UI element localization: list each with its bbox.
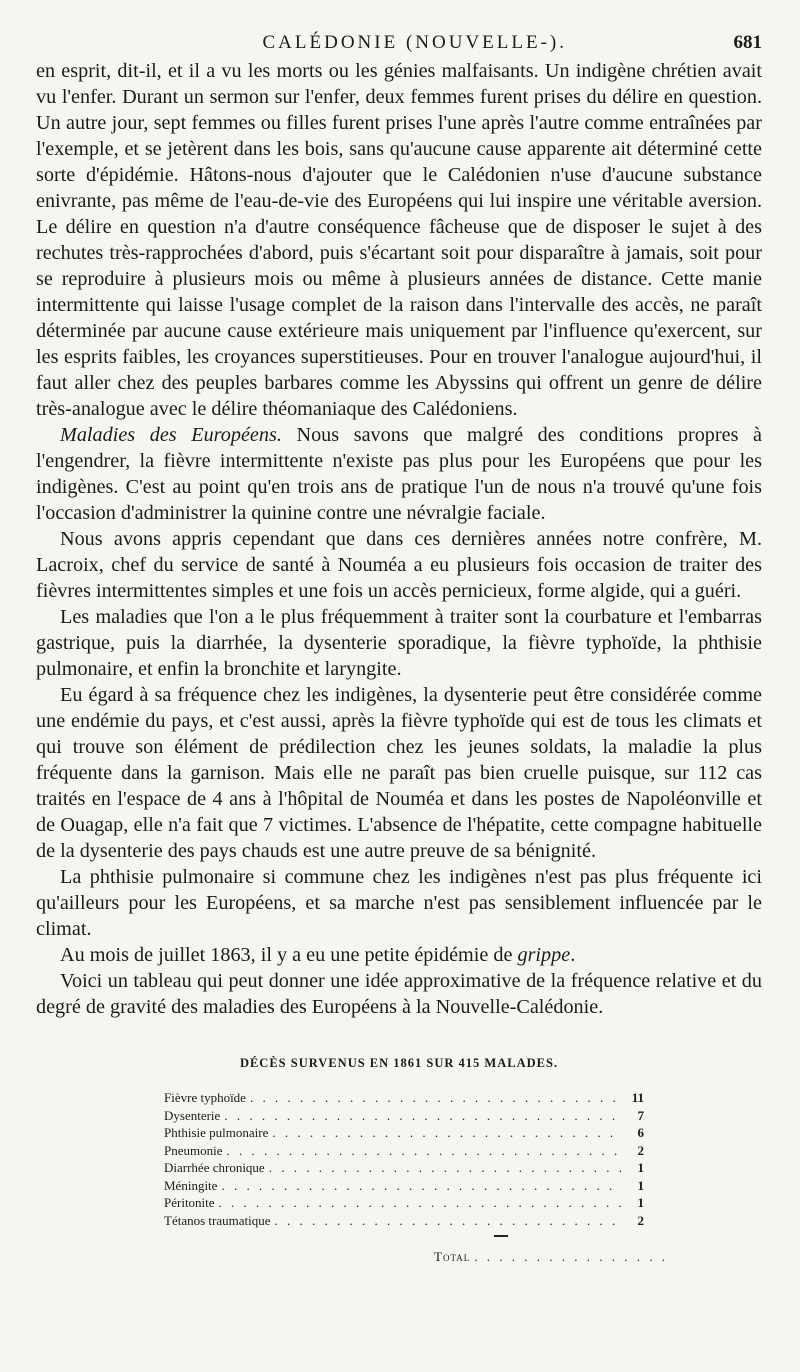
total-row (434, 1249, 664, 1265)
paragraph (36, 58, 762, 422)
death-count: 11 (631, 1090, 644, 1105)
text-run: en esprit, dit-il, et il a vu les morts ou les génies malfaisants. Un indigène chrétien avait vu l'enfer. Durant un sermon sur l'enfer, deux femmes furent prises du délire en question. Un autre jour, sept femmes ou filles furent prises l'une après l'autre comme entraînées par l'exemple, et se jetèrent dans les bois, sans qu'aucune cause apparente ait déterminé cette sorte d'épidémie. Hâtons-nous d'ajouter que le Calédonien n'use d'aucune substance enivrante, pas même de l'eau-de-vie des Européens qui lui inspire une véritable aversion. Le délire en question n'a d'autre conséquence fâcheuse que de disposer le sujet à des rechutes très-rapprochées d'abord, puis s'écartant soit pour disparaître à jamais, soit pour se reproduire à plusieurs mois ou même à plusieurs années de distance. Cette manie intermittente qui laisse l'usage complet de la raison dans l'intervalle des accès, ne paraît déterminée par aucune cause extérieure mais uniquement par l'influence qu'exercent, sur les esprits faibles, les croyances superstitieuses. Pour en trouver l'analogue aujourd'hui, il faut aller chez des peuples barbares comme les Abyssins qui offrent un genre de délire très-analogue avec le délire théomaniaque des Calédoniens. (36, 60, 762, 420)
death-count: 1 (637, 1160, 644, 1175)
death-count: 1 (637, 1195, 644, 1210)
paragraph (36, 942, 762, 968)
paragraph (36, 968, 762, 1020)
table-row (164, 1194, 644, 1212)
table-row (164, 1142, 644, 1160)
leader-dots (271, 1212, 623, 1230)
running-header (36, 32, 762, 54)
disease-label: Pneumonie (164, 1142, 223, 1158)
leader-dots (470, 1249, 664, 1265)
death-count: 1 (637, 1177, 644, 1193)
text-run: . (570, 944, 576, 966)
leader-dots (265, 1159, 622, 1177)
page-number: 681 (733, 32, 762, 53)
paragraph (36, 604, 762, 682)
paragraph (36, 682, 762, 864)
disease-label: Fièvre typhoïde (164, 1090, 246, 1105)
leader-dots (220, 1107, 622, 1125)
table-row (164, 1177, 644, 1195)
sum-rule (494, 1235, 508, 1237)
body-text (36, 58, 762, 1020)
text-run: Au mois de juillet 1863, il y a eu une petite épidémie de (60, 944, 518, 966)
table-title: DÉCÈS SURVENUS EN 1861 SUR 415 MALADES. (239, 1056, 559, 1070)
text-run: Eu égard à sa fréquence chez les indigènes, la dysenterie peut être considérée comme une endémie du pays, et c'est aussi, après la fièvre typhoïde qui est de tous les climats et qui trouve son élément de prédilection chez les jeunes soldats, la maladie la plus fréquente dans la garnison. Mais elle ne paraît pas bien cruelle puisque, sur 112 cas traités en l'espace de 4 ans à l'hôpital de Nouméa et dans les postes de Napoléonville et de Ouagap, elle n'a fait que 7 victimes. L'absence de l'hépatite, cette compagne habituelle de la dysenterie des pays chauds est une autre preuve de sa bénignité. (36, 684, 762, 862)
table-row (164, 1107, 644, 1125)
table-rows (164, 1089, 644, 1229)
disease-label: Tétanos traumatique (164, 1212, 271, 1228)
running-title: CALÉDONIE (NOUVELLE-). (262, 32, 567, 53)
death-count: 2 (637, 1142, 644, 1158)
leader-dots (223, 1142, 623, 1160)
leader-dots (215, 1194, 622, 1212)
leader-dots (246, 1089, 622, 1107)
table-row (164, 1089, 644, 1107)
disease-label: Dysenterie (164, 1107, 221, 1123)
deaths-table (36, 1056, 762, 1265)
death-count: 2 (637, 1212, 644, 1228)
text-run: La phthisie pulmonaire si commune chez les indigènes n'est pas plus fréquente ici qu'ailleurs pour les Européens, et sa marche n'est pas sensiblement influencée par le climat. (36, 866, 762, 940)
death-count: 7 (637, 1107, 644, 1123)
disease-label: Diarrhée chronique (164, 1160, 265, 1175)
text-run: Nous savons que malgré des conditions propres à l'engendrer, la fièvre intermittente n'existe pas plus pour les Européens que pour les indigènes. C'est au point qu'en trois ans de pratique l'un de nous n'a trouvé qu'une fois l'occasion d'administrer la quinine contre une névralgie faciale. (36, 424, 762, 524)
disease-label: Péritonite (164, 1195, 215, 1210)
text-run: Les maladies que l'on a le plus fréquemment à traiter sont la courbature et l'embarras gastrique, puis la diarrhée, la dysenterie sporadique, la fièvre typhoïde, la phthisie pulmonaire, et enfin la bronchite et laryngite. (36, 606, 762, 680)
text-run: Voici un tableau qui peut donner une idée approximative de la fréquence relative et du degré de gravité des maladies des Européens à la Nouvelle-Calédonie. (36, 970, 762, 1018)
table-row (164, 1159, 644, 1177)
table-row (164, 1124, 644, 1142)
paragraph (36, 864, 762, 942)
italic-text: Maladies des Européens. (60, 424, 282, 446)
text-run: Nous avons appris cependant que dans ces dernières années notre confrère, M. Lacroix, chef du service de santé à Nouméa a eu plusieurs fois occasion de traiter des fièvres intermittentes simples et une fois un accès pernicieux, forme algide, qui a guéri. (36, 528, 762, 602)
paragraph (36, 422, 762, 526)
leader-dots (217, 1177, 622, 1195)
leader-dots (268, 1124, 622, 1142)
disease-label: Phthisie pulmonaire (164, 1125, 269, 1140)
total-label: Total (434, 1249, 471, 1264)
disease-label: Méningite (164, 1177, 218, 1193)
paragraph (36, 526, 762, 604)
death-count: 6 (637, 1125, 644, 1140)
table-row (164, 1212, 644, 1230)
italic-text: grippe (517, 944, 571, 966)
